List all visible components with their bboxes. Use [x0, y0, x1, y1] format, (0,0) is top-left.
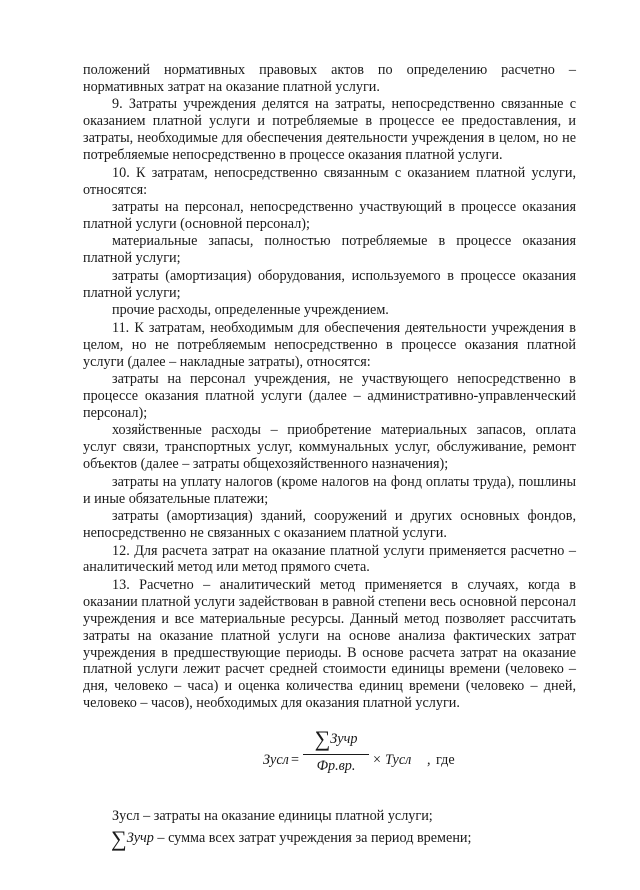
formula-lhs: Зусл [263, 752, 289, 769]
definition-zusl: Зусл – затраты на оказание единицы платной услуги; [112, 808, 433, 825]
paragraph: 11. К затратам, необходимым для обеспечения деятельности учреждения в целом, но не потребляемым непосредственно в процессе оказания платной услуги (далее – накладные затраты), относятся: [83, 319, 576, 370]
paragraph: 12. Для расчета затрат на оказание платной услуги применяется расчетно – аналитический метод или метод прямого счета. [83, 542, 576, 576]
paragraph: 13. Расчетно – аналитический метод применяется в случаях, когда в оказании платной услуги задействован в равной степени весь основной персонал учреждения и все материальные ресурсы. Данный метод позволяет рассчитать затраты на оказание платной услуги на основе анализа фактических затрат учреждения в предшествующие периоды. В основе расчета затрат на оказание платной услуги лежит расчет средней стоимости единицы времени (человеко – дня, человеко – часа) и оценка количества единиц времени (человеко – дней, человеко – часов), необходимых для оказания платной услуги. [83, 576, 576, 712]
formula-suffix: где [436, 752, 455, 769]
sum-symbol: ∑ [314, 726, 331, 752]
definition-sum-text: – сумма всех затрат учреждения за период времени; [153, 830, 472, 847]
cost-formula [83, 728, 576, 788]
paragraph: положений нормативных правовых актов по определению расчетно – нормативных затрат на оказание платной услуги. [83, 62, 576, 95]
paragraph: 9. Затраты учреждения делятся на затраты, непосредственно связанные с оказанием платной услуги и потребляемые в процессе ее предоставления, и затраты, необходимые для обеспечения деятельности учреждения в целом, но не потребляемые непосредственно в процессе оказания платной услуги. [83, 96, 576, 164]
formula-comma: , [427, 752, 431, 769]
paragraph: затраты (амортизация) оборудования, используемого в процессе оказания платной услуги; [83, 267, 576, 301]
formula-rhs: Тусл [385, 752, 412, 769]
formula-fraction [303, 728, 369, 775]
paragraph: затраты на персонал учреждения, не участвующего непосредственно в процессе оказания платной услуги (далее – административно-управленческий персонал); [83, 371, 576, 421]
paragraph-list [83, 62, 576, 712]
formula-numerator [303, 728, 369, 752]
formula-denominator: Фр.вр. [316, 758, 356, 775]
fraction-bar [303, 754, 369, 755]
paragraph: 10. К затратам, непосредственно связанным с оказанием платной услуги, относятся: [83, 164, 576, 198]
document-body [83, 62, 576, 852]
sum-symbol-inline: ∑ [111, 826, 127, 852]
formula-times: × [373, 752, 382, 769]
formula-equals: = [291, 752, 300, 769]
paragraph: затраты на персонал, непосредственно участвующий в процессе оказания платной услуги (основной персонал); [83, 199, 576, 232]
paragraph: хозяйственные расходы – приобретение материальных запасов, оплата услуг связи, транспортных услуг, коммунальных услуг, обслуживание, ремонт объектов (далее – затраты общехозяйственного назначения); [83, 422, 576, 473]
definition-sum [83, 826, 576, 852]
definition-sum-var: Зучр [126, 830, 154, 847]
formula-numerator-var: Зучр [330, 731, 358, 748]
paragraph: затраты (амортизация) зданий, сооружений и других основных фондов, непосредственно не связанных с оказанием платной услуги. [83, 508, 576, 541]
paragraph: затраты на уплату налогов (кроме налогов на фонд оплаты труда), пошлины и иные обязательные платежи; [83, 473, 576, 507]
paragraph: прочие расходы, определенные учреждением. [112, 302, 389, 319]
paragraph: материальные запасы, полностью потребляемые в процессе оказания платной услуги; [83, 233, 576, 267]
